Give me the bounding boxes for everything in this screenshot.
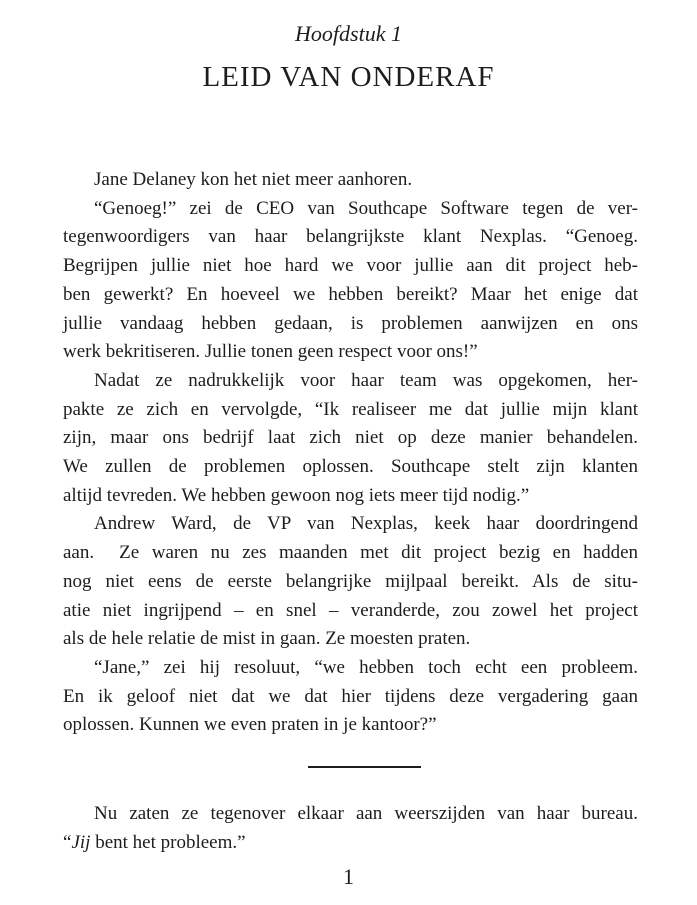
chapter-label: Hoofdstuk 1	[295, 21, 402, 46]
paragraph	[63, 367, 638, 511]
text-segment: En ik geloof niet dat we dat hier tijdens deze vergadering gaan	[63, 685, 638, 707]
text-segment: Andrew Ward, de VP van Nexplas, keek haar doordringend	[94, 513, 638, 535]
text-line	[63, 711, 638, 740]
text-line	[63, 482, 638, 511]
text-line	[63, 367, 638, 396]
text-line	[63, 396, 638, 425]
text-segment: Jane Delaney kon het niet meer aanhoren.	[94, 169, 413, 190]
text-segment: Begrijpen jullie niet hoe hard we voor jullie aan dit project heb-	[63, 255, 638, 277]
body-text-main	[63, 166, 638, 740]
text-line	[63, 568, 638, 597]
text-segment: zijn, maar ons bedrijf laat zich niet op deze manier behandelen.	[63, 427, 638, 449]
text-segment: werk bekritiseren. Jullie tonen geen respect voor ons!”	[63, 341, 478, 363]
text-line	[63, 252, 638, 281]
text-line	[63, 310, 638, 339]
text-line	[63, 281, 638, 310]
text-line	[63, 338, 638, 367]
text-segment: jullie vandaag hebben gedaan, is problemen aanwijzen en ons	[63, 312, 638, 334]
text-segment: oplossen. Kunnen we even praten in je kantoor?”	[63, 714, 437, 736]
text-segment: bent het probleem.”	[90, 831, 246, 853]
text-line	[63, 539, 638, 568]
text-segment: nog niet eens de eerste belangrijke mijlpaal bereikt. Als de situ-	[63, 570, 638, 592]
section-divider	[308, 766, 421, 768]
paragraph	[63, 166, 638, 195]
text-line	[63, 223, 638, 252]
text-segment: “Genoeg!” zei de CEO van Southcape Software tegen de ver-	[94, 197, 638, 219]
text-segment: altijd tevreden. We hebben gewoon nog iets meer tijd nodig.”	[63, 484, 530, 506]
text-segment: “	[63, 831, 72, 853]
text-segment: als de hele relatie de mist in gaan. Ze moesten praten.	[63, 628, 471, 650]
text-segment: tegenwoordigers van haar belangrijkste klant Nexplas. “Genoeg.	[63, 226, 638, 248]
text-segment: Nu zaten ze tegenover elkaar aan weerszijden van haar bureau.	[94, 803, 638, 824]
text-line	[63, 683, 638, 712]
text-line	[63, 654, 638, 683]
text-line	[63, 424, 638, 453]
text-segment: pakte ze zich en vervolgde, “Ik realiseer me dat jullie mijn klant	[63, 398, 638, 420]
paragraph	[63, 654, 638, 740]
text-line	[63, 195, 638, 224]
body-text-after-divider	[63, 800, 638, 857]
text-line	[63, 166, 638, 195]
text-segment: atie niet ingrijpend – en snel – veranderde, zou zowel het project	[63, 599, 638, 621]
text-line	[63, 597, 638, 626]
text-line	[63, 453, 638, 482]
text-line	[63, 829, 638, 858]
text-segment: aan. Ze waren nu zes maanden met dit project bezig en hadden	[63, 542, 638, 564]
paragraph	[63, 195, 638, 367]
chapter-title: LEID VAN ONDERAF	[202, 61, 495, 93]
text-segment: “Jane,” zei hij resoluut, “we hebben toch echt een probleem.	[94, 656, 638, 678]
paragraph	[63, 510, 638, 654]
page-number: 1	[343, 864, 354, 889]
text-segment: Nadat ze nadrukkelijk voor haar team was opgekomen, her-	[94, 369, 638, 391]
text-segment: We zullen de problemen oplossen. Southcape stelt zijn klanten	[63, 456, 638, 478]
paragraph	[63, 800, 638, 857]
text-line	[63, 800, 638, 829]
text-line	[63, 625, 638, 654]
emphasized-text: Jij	[71, 831, 91, 853]
text-segment: ben gewerkt? En hoeveel we hebben bereikt? Maar het enige dat	[63, 283, 638, 305]
text-line	[63, 510, 638, 539]
